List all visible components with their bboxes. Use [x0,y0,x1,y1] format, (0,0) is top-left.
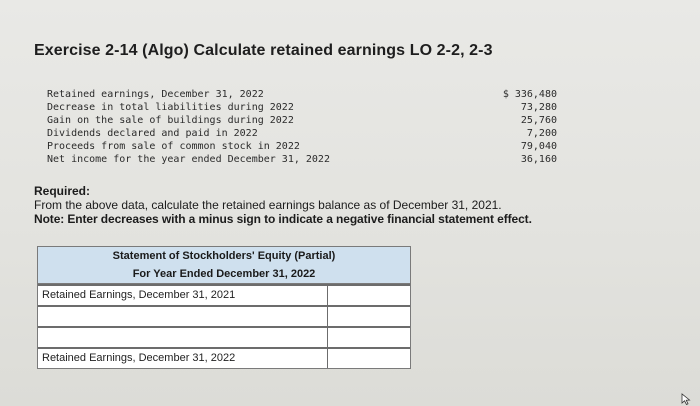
required-note: Note: Enter decreases with a minus sign to indicate a negative financial statement effect. [34,212,532,226]
required-instruction: From the above data, calculate the retained earnings balance as of December 31, 2021. [34,198,502,212]
stockholders-equity-statement [37,246,411,369]
given-data-list [47,88,557,166]
statement-row [38,284,410,305]
amount-input[interactable] [327,307,410,326]
data-label: Retained earnings, December 31, 2022 [47,89,264,100]
exercise-title: Exercise 2-14 (Algo) Calculate retained earnings LO 2-2, 2-3 [34,42,493,59]
statement-row [38,347,410,368]
data-label: Dividends declared and paid in 2022 [47,128,258,139]
amount-input[interactable] [327,328,410,347]
statement-row-label-input[interactable] [38,328,327,347]
amount-input[interactable] [327,349,410,368]
data-value: 79,040 [520,141,557,152]
data-row [47,140,557,153]
data-value: 36,160 [520,154,557,165]
required-section [34,184,654,226]
data-value: 7,200 [526,128,557,139]
data-label: Net income for the year ended December 31, 2022 [47,154,330,165]
statement-row-label: Retained Earnings, December 31, 2022 [42,352,236,364]
statement-row [38,305,410,326]
data-row [47,127,557,140]
data-row [47,114,557,127]
data-value: $ 336,480 [502,89,557,100]
mouse-pointer-icon [681,393,691,405]
data-row [47,88,557,101]
statement-header [38,247,410,284]
data-label: Gain on the sale of buildings during 2022 [47,115,294,126]
amount-input[interactable] [327,286,410,305]
statement-title: Statement of Stockholders' Equity (Partial) [112,250,336,262]
data-row [47,101,557,114]
data-value: 25,760 [520,115,557,126]
statement-row-label-input[interactable] [38,307,327,326]
data-label: Decrease in total liabilities during 2022 [47,102,294,113]
statement-row [38,326,410,347]
data-row [47,153,557,166]
required-heading: Required: [34,184,91,198]
statement-subtitle: For Year Ended December 31, 2022 [132,268,316,280]
data-value: 73,280 [520,102,557,113]
statement-row-label: Retained Earnings, December 31, 2021 [42,289,236,301]
data-label: Proceeds from sale of common stock in 2022 [47,141,300,152]
